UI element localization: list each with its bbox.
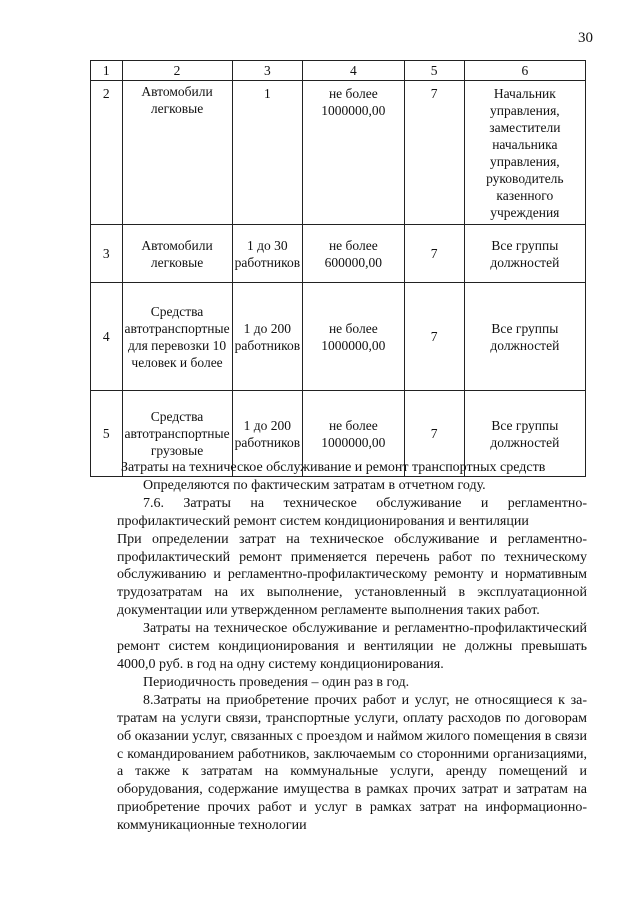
position-groups: Все группы должностей (464, 225, 585, 283)
paragraph: Периодичность проведения – один раз в год. (143, 674, 410, 690)
vehicle-quantity: 1 до 200 работников (232, 283, 303, 391)
service-years: 7 (404, 391, 464, 477)
position-groups: Начальник управления, заместители начальника управления, руководитель казенного учреждения (464, 81, 585, 225)
vehicle-quantity: 1 до 200 работников (232, 391, 303, 477)
row-number: 5 (91, 391, 123, 477)
section-heading: 7.6. Затраты на техническое обслуживание и регламентно-профилактический ремонт систем кондиционирования и вентиляции (117, 495, 587, 529)
position-groups: Все группы должностей (464, 283, 585, 391)
vehicle-quantity: 1 (232, 81, 303, 225)
paragraph: При определении затрат на техническое обслуживание и регламентно-профилактический ремонт применяется перечень работ по техническому обслуживанию и регламентно-профилактическому ремонту и нормативным трудозатратам на их выполнение, установленный в эксплуатационной документации или утвержденном регламенте выполнения таких работ. (117, 531, 587, 619)
vehicle-quantity: 1 до 30 работников (232, 225, 303, 283)
section-heading: 8.Затраты на приобретение прочих работ и услуг, не относящиеся к за-тратам на услуги связи, транспортные услуги, оплату расходов по договорам об оказании услуг, связанных с проездом и наймом жилого помещения в связи с командированием работников, заключаемым со сторонними организациями, а также к затратам на коммунальные услуги, аренду помещений и оборудования, содержание имущества в рамках прочих затрат и затратам на приобретение прочих работ и услуг в рамках затрат на информационно-коммуникационные технологии (117, 692, 587, 834)
row-number: 3 (91, 225, 123, 283)
service-years: 7 (404, 81, 464, 225)
vehicle-norms-table (90, 60, 586, 477)
vehicle-type: Автомобили легковые (122, 81, 232, 225)
vehicle-price: не более 1000000,00 (303, 283, 404, 391)
vehicle-price: не более 1000000,00 (303, 81, 404, 225)
paragraph: Затраты на техническое обслуживание и регламентно-профилактический ремонт систем кондиционирования и вентиляции не должны превышать 4000,0 руб. в год на одну систему кондиционирования. (117, 621, 587, 672)
service-years: 7 (404, 283, 464, 391)
paragraph: Определяются по фактическим затратам в отчетном году. (143, 477, 486, 493)
header-cell: 4 (303, 61, 404, 81)
row-number: 4 (91, 283, 123, 391)
position-groups: Все группы должностей (464, 391, 585, 477)
vehicle-type: Автомобили легковые (122, 225, 232, 283)
header-cell: 6 (464, 61, 585, 81)
paragraph: Затраты на техническое обслуживание и ремонт транспортных средств (121, 460, 546, 475)
table-row (91, 81, 586, 225)
vehicle-price: не более 600000,00 (303, 225, 404, 283)
header-cell: 3 (232, 61, 303, 81)
vehicle-price: не более 1000000,00 (303, 391, 404, 477)
row-number: 2 (91, 81, 123, 225)
vehicle-type: Средства автотранспортные грузовые (122, 391, 232, 477)
page-number: 30 (578, 30, 593, 46)
table-row (91, 283, 586, 391)
service-years: 7 (404, 225, 464, 283)
table-header-row (91, 61, 586, 81)
header-cell: 1 (91, 61, 123, 81)
table-row (91, 225, 586, 283)
vehicle-type: Средства автотранспортные для перевозки 10 человек и более (122, 283, 232, 391)
body-text (117, 459, 587, 835)
header-cell: 2 (122, 61, 232, 81)
header-cell: 5 (404, 61, 464, 81)
